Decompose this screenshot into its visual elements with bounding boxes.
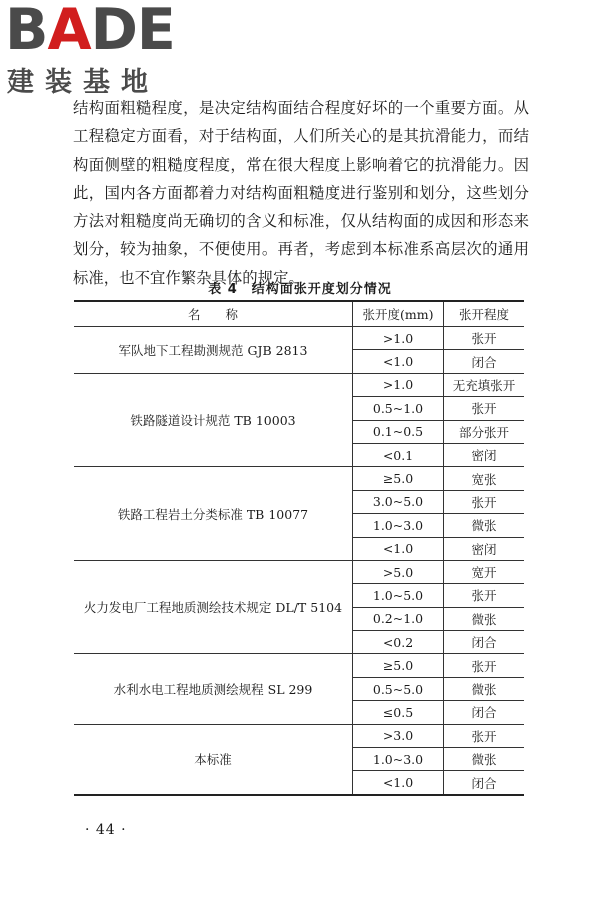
table-row [74,724,524,747]
aperture-degree-cell: 密闭 [444,537,525,560]
page-number: · 44 · [85,822,127,838]
header-name: 名 称 [74,301,353,327]
aperture-degree-cell: 张开 [444,584,525,607]
aperture-value-cell: 1.0~3.0 [353,748,444,771]
header-degree: 张开程度 [444,301,525,327]
aperture-value-cell: >1.0 [353,327,444,350]
aperture-value-cell: 1.0~5.0 [353,584,444,607]
body-paragraph: 结构面粗糙程度，是决定结构面结合程度好坏的一个重要方面。从工程稳定方面看，对于结构面，人们所关心的是其抗滑能力，而结构面侧壁的粗糙度程度，常在很大程度上影响着它的抗滑能力。因此，国内各方面都着力对结构面粗糙度进行鉴别和划分，这些划分方法对粗糙度尚无确切的含义和标准，仅从结构面的成因和形态来划分，较为抽象，不便使用。再者，考虑到本标准系高层次的通用标准，也不宜作繁杂具体的规定。 [73,99,529,287]
standard-name-cell: 水利水电工程地质测绘规程 SL 299 [74,654,353,724]
table-row [74,560,524,583]
table-header-row [74,301,524,327]
aperture-value-cell: ≥5.0 [353,654,444,677]
table-body [74,327,524,795]
aperture-value-cell: >1.0 [353,373,444,396]
aperture-degree-cell: 闭合 [444,631,525,654]
aperture-degree-cell: 张开 [444,490,525,513]
standard-name-cell: 铁路隧道设计规范 TB 10003 [74,373,353,467]
brand-logo [5,0,180,98]
aperture-degree-cell: 闭合 [444,701,525,724]
aperture-degree-cell: 微张 [444,607,525,630]
table-row [74,327,524,350]
table-row [74,373,524,396]
aperture-value-cell: 0.1~0.5 [353,420,444,443]
header-aperture: 张开度(mm) [353,301,444,327]
aperture-degree-cell: 张开 [444,724,525,747]
aperture-degree-cell: 闭合 [444,771,525,795]
aperture-value-cell: 0.5~1.0 [353,397,444,420]
aperture-value-cell: ≥5.0 [353,467,444,490]
aperture-degree-cell: 宽开 [444,560,525,583]
brand-wordmark: BADE [5,2,180,59]
standard-name-cell: 军队地下工程勘测规范 GJB 2813 [74,327,353,374]
aperture-value-cell: 0.5~5.0 [353,677,444,700]
table-caption: 表 4 结构面张开度划分情况 [208,282,392,297]
aperture-degree-cell: 部分张开 [444,420,525,443]
aperture-degree-cell: 密闭 [444,443,525,466]
aperture-value-cell: ≤0.5 [353,701,444,724]
aperture-value-cell: <1.0 [353,771,444,795]
aperture-degree-cell: 微张 [444,748,525,771]
aperture-degree-cell: 张开 [444,654,525,677]
brand-subtitle: 建装基地 [7,67,159,98]
aperture-value-cell: 0.2~1.0 [353,607,444,630]
aperture-value-cell: <0.1 [353,443,444,466]
aperture-value-cell: 3.0~5.0 [353,490,444,513]
table-row [74,654,524,677]
aperture-value-cell: >5.0 [353,560,444,583]
standard-name-cell: 铁路工程岩土分类标准 TB 10077 [74,467,353,561]
aperture-value-cell: 1.0~3.0 [353,514,444,537]
standard-name-cell: 火力发电厂工程地质测绘技术规定 DL/T 5104 [74,560,353,654]
table-row [74,467,524,490]
standard-name-cell: 本标准 [74,724,353,795]
aperture-value-cell: <1.0 [353,350,444,373]
aperture-degree-cell: 张开 [444,327,525,350]
aperture-classification-table [74,300,524,796]
aperture-value-cell: <0.2 [353,631,444,654]
aperture-degree-cell: 微张 [444,514,525,537]
aperture-degree-cell: 闭合 [444,350,525,373]
aperture-value-cell: >3.0 [353,724,444,747]
aperture-degree-cell: 微张 [444,677,525,700]
aperture-degree-cell: 无充填张开 [444,373,525,396]
aperture-degree-cell: 宽张 [444,467,525,490]
aperture-value-cell: <1.0 [353,537,444,560]
brand-accent-letter: A [47,0,91,63]
aperture-degree-cell: 张开 [444,397,525,420]
